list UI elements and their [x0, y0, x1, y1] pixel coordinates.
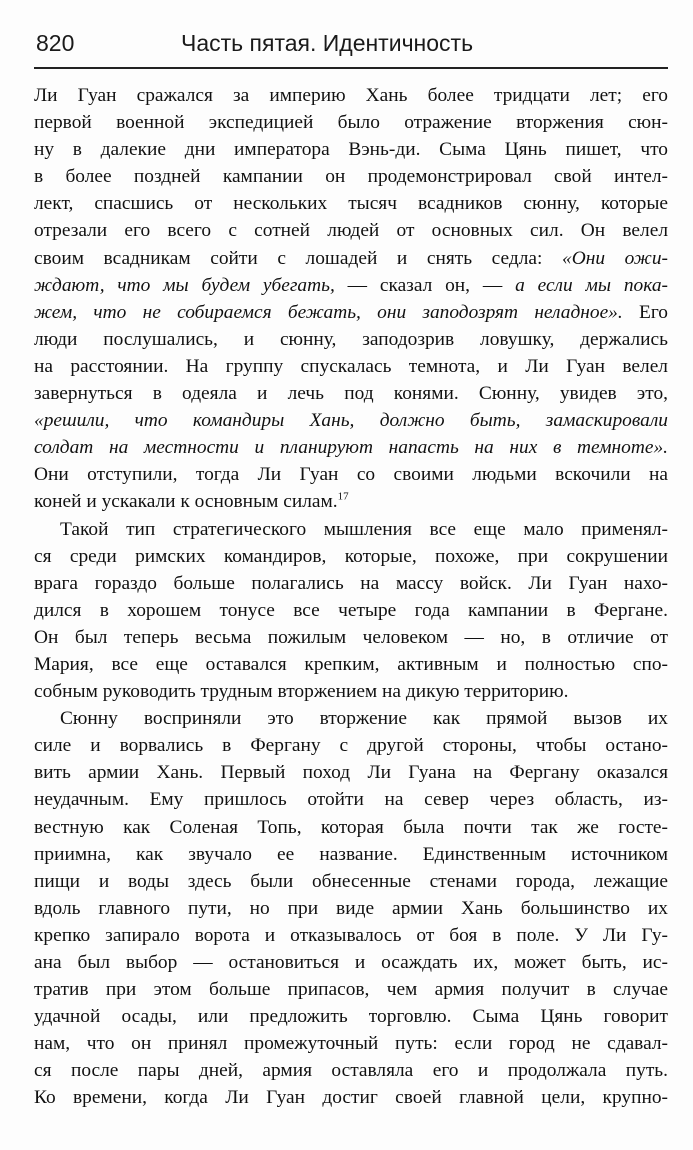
text-line: врага гораздо больше полагались на массу войск. Ли Гуан нахо-: [34, 572, 668, 594]
quote-run: жем, что не собираемся бежать, они заподозрят неладное».: [34, 301, 623, 323]
text-line: тратив при этом больше припасов, чем армия получит в случае: [34, 979, 668, 1001]
text-line: собным руководить трудным вторжением на дикую территорию.: [34, 681, 569, 703]
quote-run: ждают, что мы будем убегать,: [34, 274, 335, 296]
text-line: дился в хорошем тонусе все четыре года кампании в Фергане.: [34, 599, 668, 621]
text-line: удачной осады, или предложить торговлю. Сыма Цянь говорит: [34, 1006, 668, 1028]
text-line: неудачным. Ему пришлось отойти на север через область, из-: [34, 789, 668, 811]
page-number: 820: [36, 30, 75, 56]
paragraph-1: [34, 82, 668, 516]
text-line: вестную как Соленая Топь, которая была почти так же госте-: [34, 816, 668, 838]
text-line: силе и ворвались в Фергану с другой стороны, чтобы остано-: [34, 735, 668, 757]
text-line: [34, 245, 668, 272]
body-text: [34, 82, 668, 1112]
text-line: [34, 299, 668, 326]
text-line: приимна, как звучало ее название. Единственным источником: [34, 843, 668, 865]
header-rule: [34, 67, 668, 69]
text-line: крепко запирало ворота и отказывалось от боя в поле. У Ли Гу-: [34, 924, 668, 946]
text-line: Сюнну восприняли это вторжение как прямой вызов их: [60, 708, 668, 730]
quote-run: «решили, что командиры Хань, должно быть, замаскировали: [34, 410, 668, 432]
text-line: пищи и воды здесь были обнесенные стенами города, лежащие: [34, 870, 668, 892]
text-line: [34, 272, 668, 299]
text-run: Его: [622, 301, 668, 323]
text-line: первой военной экспедицией было отражение вторжения сюн-: [34, 112, 668, 134]
text-line: Ли Гуан сражался за империю Хань более тридцати лет; его: [34, 85, 668, 106]
text-line: Такой тип стратегического мышления все еще мало применял-: [60, 518, 668, 540]
text-line: Он был теперь весьма пожилым человеком — но, в отличие от: [34, 626, 668, 648]
text-line: завернуться в одеяла и лечь под конями. Сюнну, увидев это,: [34, 383, 668, 405]
text-line: нам, что он принял промежуточный путь: если город не сдавал-: [34, 1033, 668, 1055]
text-run: коней и ускакали к основным силам.: [34, 491, 338, 513]
quote-run: а если мы пока-: [515, 274, 668, 296]
text-line: ся после пары дней, армия оставляла его и продолжала путь.: [34, 1060, 668, 1082]
quote-run: солдат на местности и планируют напасть на них в темноте».: [34, 437, 668, 459]
text-run: — сказал он, —: [334, 274, 516, 296]
text-line: [34, 488, 668, 515]
text-line: в более поздней кампании он продемонстрировал свой интел-: [34, 166, 668, 188]
text-line: Ко времени, когда Ли Гуан достиг своей главной цели, крупно-: [34, 1087, 668, 1109]
paragraph-2: [34, 516, 668, 706]
text-line: на расстоянии. На группу спускалась темнота, и Ли Гуан велел: [34, 355, 668, 377]
paragraph-3: [34, 705, 668, 1111]
text-line: [34, 407, 668, 434]
text-line: ну в далекие дни императора Вэнь-ди. Сыма Цянь пишет, что: [34, 139, 668, 161]
text-line: ана был выбор — остановиться и осаждать их, может быть, ис-: [34, 952, 668, 973]
text-line: люди послушались, и сюнну, заподозрив ловушку, держались: [34, 328, 668, 350]
text-line: ся среди римских командиров, которые, похоже, при сокрушении: [34, 545, 668, 567]
text-line: вдоль главного пути, но при виде армии Хань большинство их: [34, 897, 668, 919]
text-line: вить армии Хань. Первый поход Ли Гуана на Фергану оказался: [34, 762, 668, 784]
text-line: Мария, все еще оставался крепким, активным и полностью спо-: [34, 653, 668, 675]
running-head: Часть пятая. Идентичность: [181, 30, 474, 56]
text-run: своим всадникам сойти с лошадей и снять седла:: [34, 247, 543, 269]
text-line: лект, спасшись от нескольких тысяч всадников сюнну, которые: [34, 193, 668, 215]
text-line: Они отступили, тогда Ли Гуан со своими людьми вскочили на: [34, 464, 668, 486]
footnote-marker: 17: [337, 490, 349, 503]
quote-run: «Они ожи-: [562, 247, 668, 269]
page-header: [36, 30, 668, 68]
text-line: [34, 434, 668, 461]
text-line: отрезали его всего с сотней людей от основных сил. Он велел: [34, 220, 668, 242]
